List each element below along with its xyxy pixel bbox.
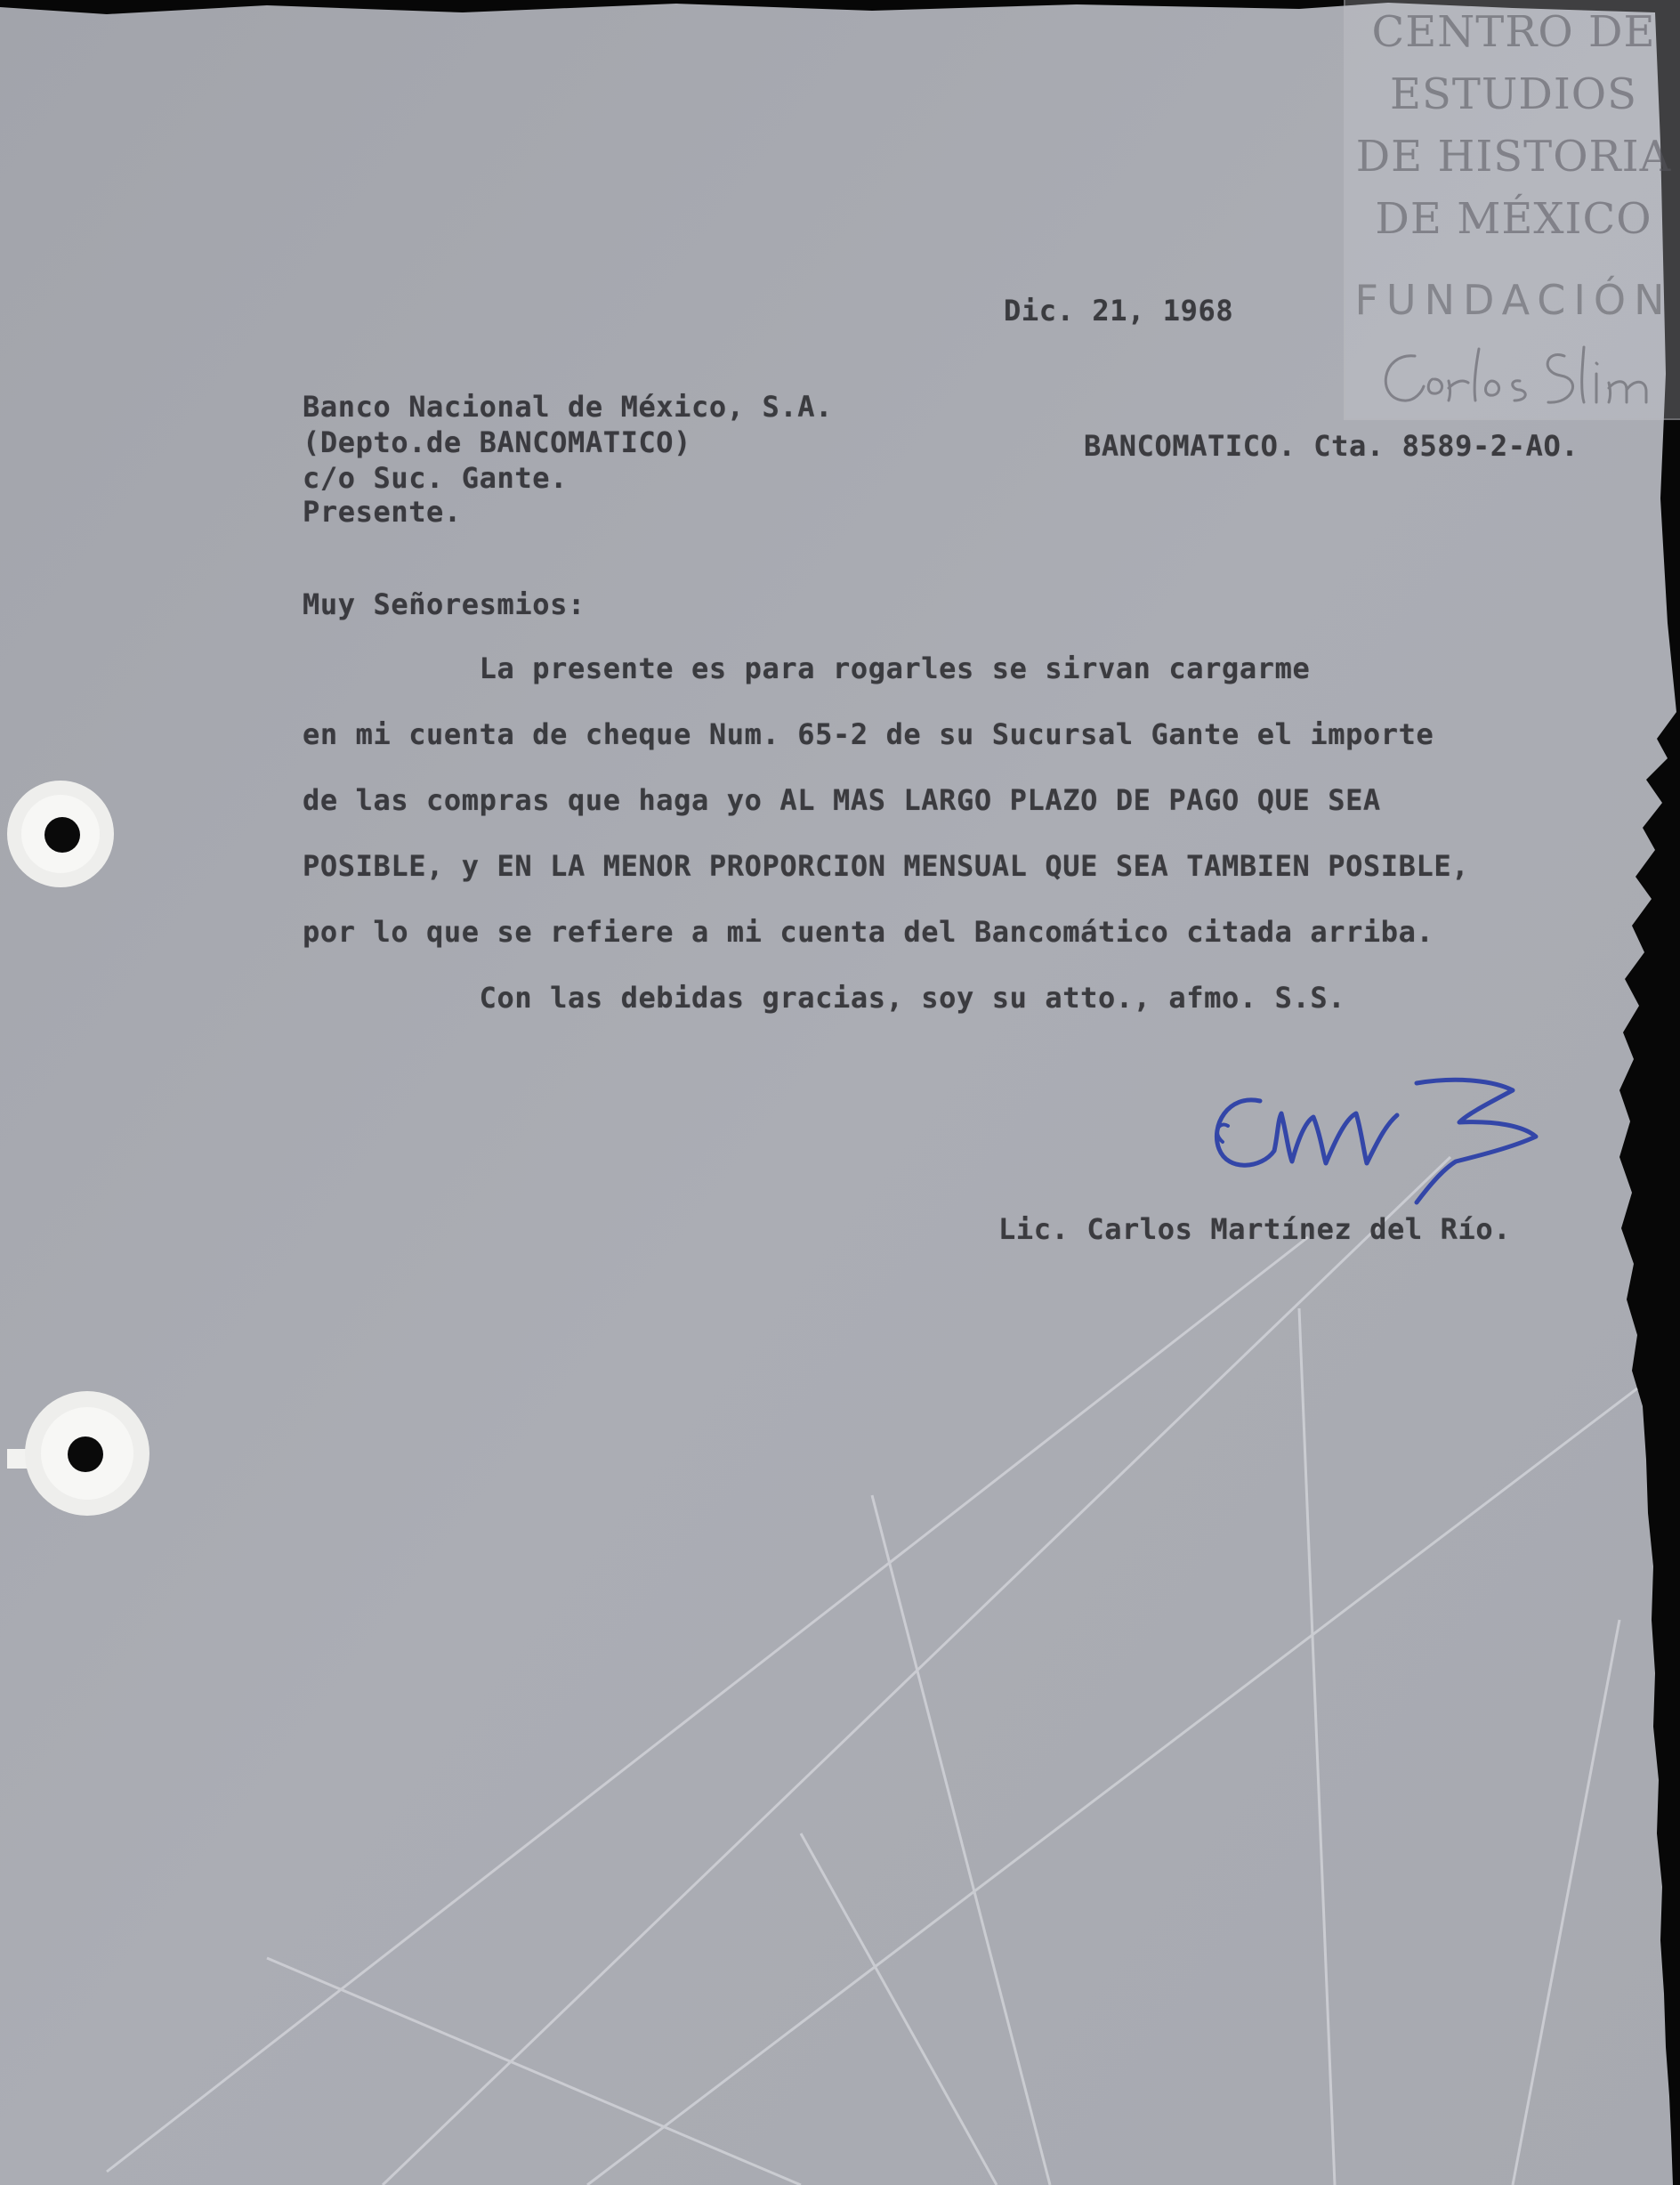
watermark-line-5: FUNDACIÓN	[1354, 276, 1673, 324]
body-line-2: en mi cuenta de cheque Num. 65-2 de su Sucursal Gante el importe	[303, 717, 1434, 751]
signature-name: Lic. Carlos Martínez del Río.	[998, 1212, 1512, 1246]
watermark-line-3: DE HISTORIA	[1355, 132, 1672, 182]
closing-line: Con las debidas gracias, soy su atto., afmo. S.S.	[303, 981, 1346, 1015]
watermark-line-1: CENTRO DE	[1371, 7, 1656, 57]
watermark-line-2: ESTUDIOS	[1389, 69, 1638, 119]
body-line-5: por lo que se refiere a mi cuenta del Bancomático citada arriba.	[303, 915, 1434, 949]
recipient-line-2: (Depto.de BANCOMATICO)	[303, 425, 692, 459]
body-line-3: de las compras que haga yo AL MAS LARGO PLAZO DE PAGO QUE SEA	[303, 783, 1381, 817]
account-reference: BANCOMATICO. Cta. 8589-2-AO.	[1084, 429, 1579, 463]
handwritten-signature	[1192, 1064, 1584, 1206]
body-line-1: La presente es para rogarles se sirvan cargarme	[303, 651, 1311, 685]
watermark-line-4: DE MÉXICO	[1375, 194, 1652, 244]
recipient-line-1: Banco Nacional de México, S.A.	[303, 390, 833, 424]
archive-watermark	[1344, 0, 1680, 420]
binder-hole-top	[7, 781, 114, 887]
letter-date: Dic. 21, 1968	[1004, 294, 1234, 328]
recipient-line-3: c/o Suc. Gante.	[303, 461, 568, 495]
watermark-signature-logo	[1363, 336, 1675, 417]
salutation: Muy Señoresmios:	[303, 587, 586, 621]
body-line-4: POSIBLE, y EN LA MENOR PROPORCION MENSUAL QUE SEA TAMBIEN POSIBLE,	[303, 849, 1470, 883]
recipient-line-4: Presente.	[303, 495, 462, 529]
